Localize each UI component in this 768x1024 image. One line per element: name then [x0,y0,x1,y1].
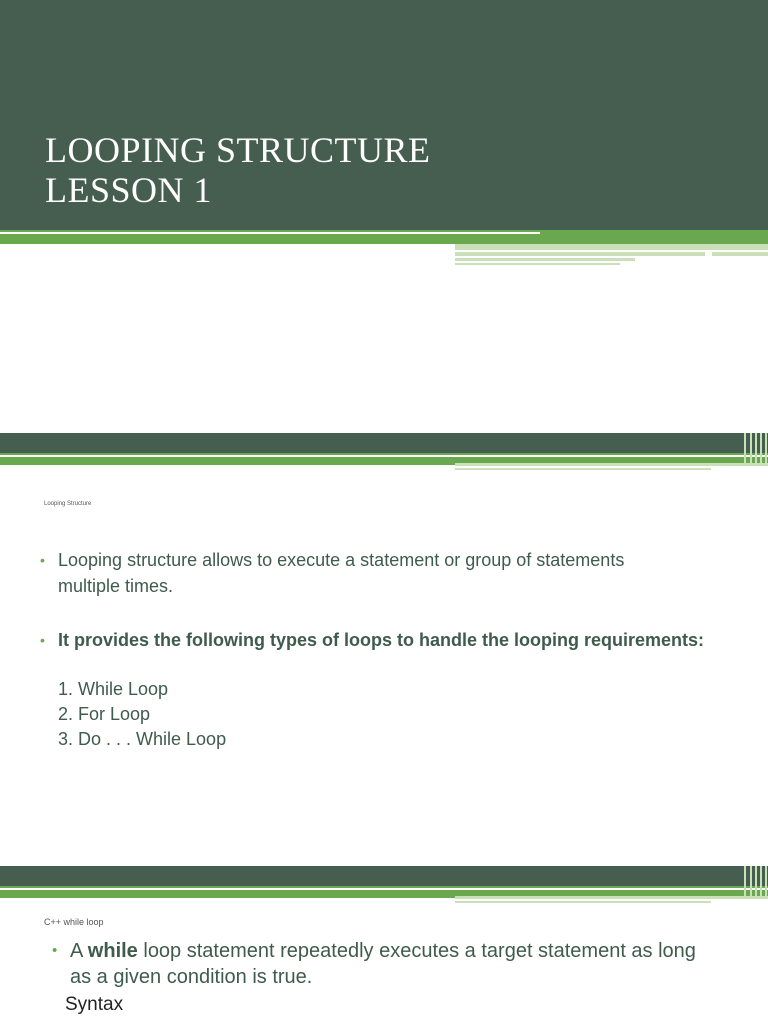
decor-vertical-stripe [755,866,757,898]
slide-title [45,130,431,210]
slide-label: C++ while loop [44,917,104,927]
bullet-text: It provides the following types of loops to handle the looping requirements: [58,630,705,650]
bullet-rest: loop statement repeatedly executes a target statement as long [137,940,696,962]
bullet-prefix: A [70,940,88,962]
title-line-2: LESSON 1 [45,170,213,210]
content-slide-looping-structure [0,433,768,866]
decor-stripe [455,263,620,265]
decor-vertical-stripe [744,433,746,465]
list-item: 1. While Loop [58,679,169,699]
bullet-text-line-2: multiple times. [58,576,174,596]
decor-vertical-stripe [760,866,762,898]
decor-vertical-stripe [755,433,757,465]
decor-stripe [455,244,768,250]
list-item: 3. Do . . . While Loop [58,729,227,749]
bullet-keyword: while [87,940,138,962]
decor-vertical-stripe [744,866,746,898]
decor-vertical-stripe [765,433,767,465]
decor-stripe [712,252,768,256]
decor-stripe [455,896,768,899]
decor-stripe [455,901,711,903]
stripe-line [0,888,768,890]
decor-stripe [455,463,768,466]
header-band [0,866,768,886]
decor-stripe [455,252,705,256]
bullet-icon: • [40,552,45,568]
syntax-label: Syntax [65,994,124,1015]
stripe-line [0,232,540,234]
decor-stripe [455,258,635,261]
list-item: 2. For Loop [58,704,151,724]
stripe-line [0,455,768,457]
bullet-text-line-1: Looping structure allows to execute a statement or group of statements [58,550,625,570]
content-slide-while-loop [0,866,768,1024]
bullet-text-line-2: as a given condition is true. [70,966,313,988]
decor-stripe [455,468,711,470]
title-line-1: LOOPING STRUCTURE [45,130,431,170]
decor-vertical-stripe [760,433,762,465]
bullet-icon: • [40,632,45,648]
header-band [0,433,768,453]
bullet-icon: • [52,942,58,959]
decor-vertical-stripe [750,866,752,898]
decor-vertical-stripe [750,433,752,465]
bullet-text-line-1 [70,938,696,964]
title-slide [0,0,768,433]
slide-label: Looping Structure [44,501,92,507]
decor-vertical-stripe [765,866,767,898]
